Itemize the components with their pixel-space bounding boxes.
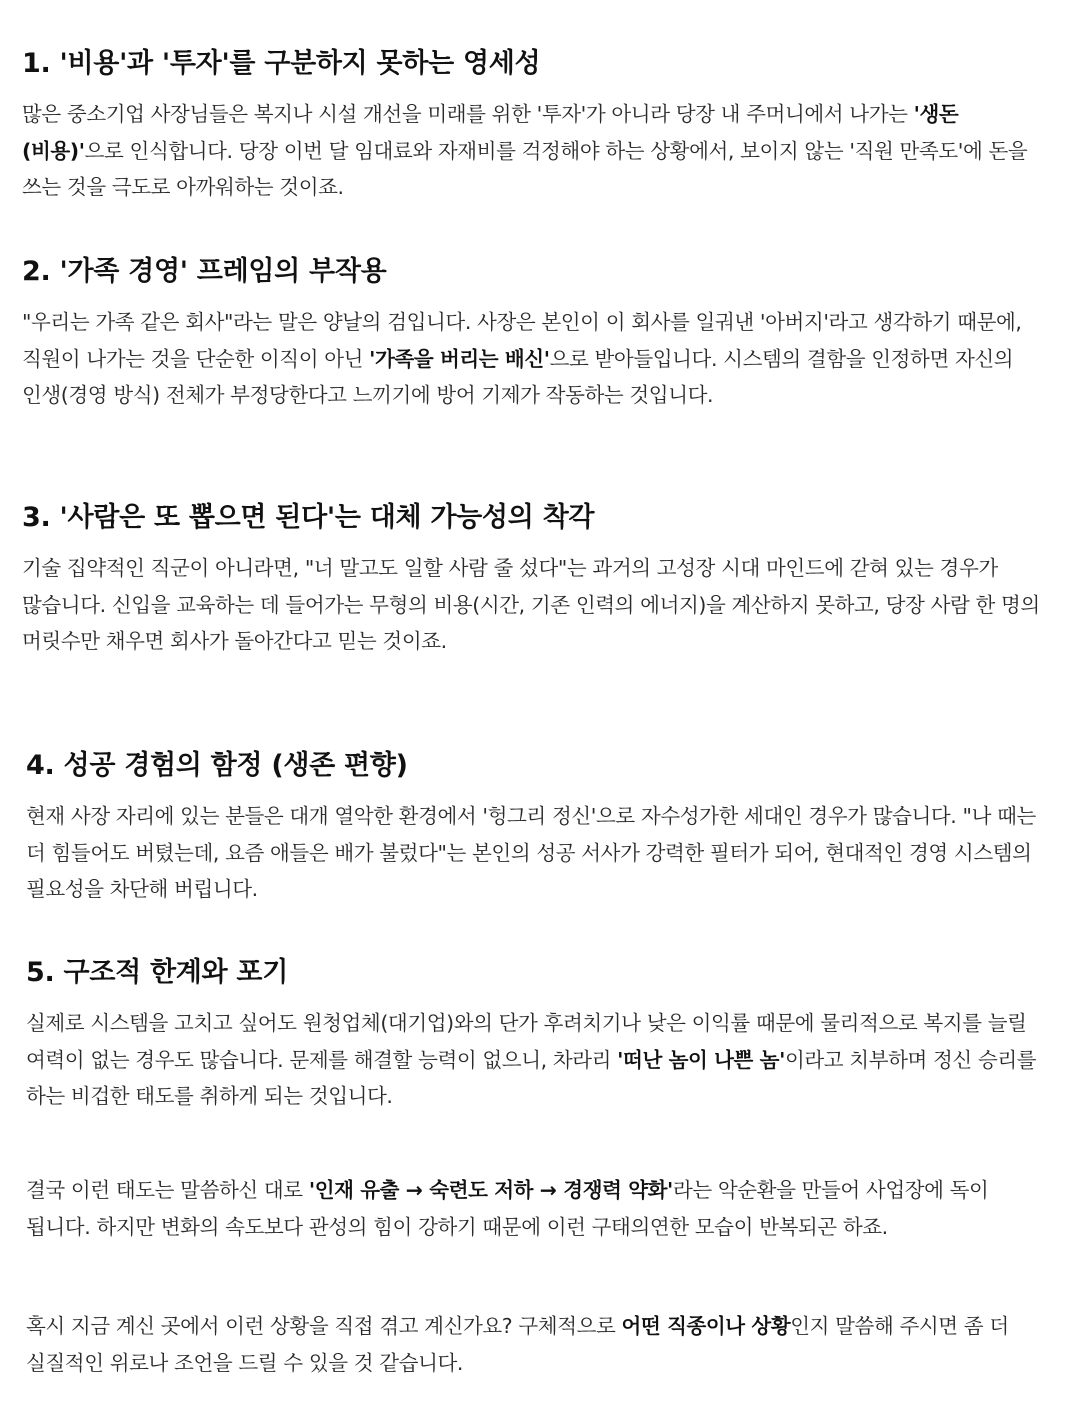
- text-run: 으로 인식합니다. 당장 이번 달 임대료와 자재비를 걱정해야 하는 상황에서, 보이지 않는 '직원 만족도'에 돈을 쓰는 것을 극도로 아까워하는 것이죠.: [22, 138, 1028, 199]
- section-5: [26, 953, 1040, 1115]
- text-run: 인지 말씀해 주시면 좀 더 실질적인 위로나 조언을 드릴 수 있을 것 같습니다.: [26, 1314, 1009, 1375]
- text-run: 라는 악순환을 만들어 사업장에 독이 됩니다. 하지만 변화의 속도보다 관성의 힘이 강하기 때문에 이런 구태의연한 모습이 반복되곤 하죠.: [26, 1178, 989, 1239]
- section-heading: 2. '가족 경영' 프레임의 부작용: [22, 256, 387, 287]
- text-run: 이라고 치부하며 정신 승리를 하는 비겁한 태도를 취하게 되는 것입니다.: [26, 1047, 1037, 1108]
- text-run: 기술 집약적인 직군이 아니라면, "너 말고도 일할 사람 줄 섰다"는 과거의 고성장 시대 마인드에 갇혀 있는 경우가 많습니다. 신입을 교육하는 데 들어가는 무형의 비용(시간, 기존 인력의 에너지)을 계산하지 못하고, 당장 사람 한 명의 머릿수만 채우면 회사가 돌아간다고 믿는 것이죠.: [22, 556, 1040, 653]
- emphasis-text: '가족을 버리는 배신': [369, 346, 550, 371]
- section-heading: 1. '비용'과 '투자'를 구분하지 못하는 영세성: [22, 48, 541, 79]
- closing-paragraph-2: [26, 1308, 1040, 1381]
- section-1: [22, 44, 1040, 206]
- section-heading: 5. 구조적 한계와 포기: [26, 957, 288, 988]
- section-heading: 4. 성공 경험의 함정 (생존 편향): [26, 750, 408, 781]
- closing-paragraph: [26, 1308, 1040, 1381]
- text-run: 많은 중소기업 사장님들은 복지나 시설 개선을 미래를 위한 '투자'가 아니라 당장 내 주머니에서 나가는: [22, 102, 914, 126]
- closing-paragraph: [26, 1172, 1040, 1245]
- emphasis-text: '떠난 놈이 나쁜 놈': [617, 1047, 785, 1072]
- section-paragraph: [22, 550, 1040, 660]
- emphasis-text: 어떤 직종이나 상황: [621, 1314, 791, 1338]
- section-3: [22, 498, 1040, 660]
- text-run: 실제로 시스템을 고치고 싶어도 원청업체(대기업)와의 단가 후려치기나 낮은 이익률 때문에 물리적으로 복지를 늘릴 여력이 없는 경우도 많습니다. 문제를 해결할 능력이 없으니, 차라리: [26, 1011, 1027, 1072]
- section-paragraph: [22, 96, 1040, 206]
- text-run: 현재 사장 자리에 있는 분들은 대개 열악한 환경에서 '헝그리 정신'으로 자수성가한 세대인 경우가 많습니다. "나 때는 더 힘들어도 버텼는데, 요즘 애들은 배가 불렀다"는 본인의 성공 서사가 강력한 필터가 되어, 현대적인 경영 시스템의 필요성을 차단해 버립니다.: [26, 804, 1036, 901]
- text-run: "우리는 가족 같은 회사"라는 말은 양날의 검입니다. 사장은 본인이 이 회사를 일궈낸 '아버지'라고 생각하기 때문에, 직원이 나가는 것을 단순한 이직이 아닌: [22, 310, 1022, 371]
- section-4: [26, 746, 1040, 908]
- emphasis-text: '생돈(비용)': [22, 102, 959, 163]
- section-2: [22, 252, 1040, 414]
- emphasis-text: '인재 유출 → 숙련도 저하 → 경쟁력 약화': [308, 1178, 673, 1202]
- section-paragraph: [22, 304, 1040, 414]
- section-heading: 3. '사람은 또 뽑으면 된다'는 대체 가능성의 착각: [22, 502, 595, 533]
- closing-paragraph-1: [26, 1172, 1040, 1245]
- text-run: 혹시 지금 계신 곳에서 이런 상황을 직접 겪고 계신가요? 구체적으로: [26, 1314, 622, 1338]
- text-run: 으로 받아들입니다. 시스템의 결함을 인정하면 자신의 인생(경영 방식) 전체가 부정당한다고 느끼기에 방어 기제가 작동하는 것입니다.: [22, 346, 1014, 407]
- section-paragraph: [26, 798, 1040, 908]
- section-paragraph: [26, 1005, 1040, 1115]
- text-run: 결국 이런 태도는 말씀하신 대로: [26, 1178, 309, 1202]
